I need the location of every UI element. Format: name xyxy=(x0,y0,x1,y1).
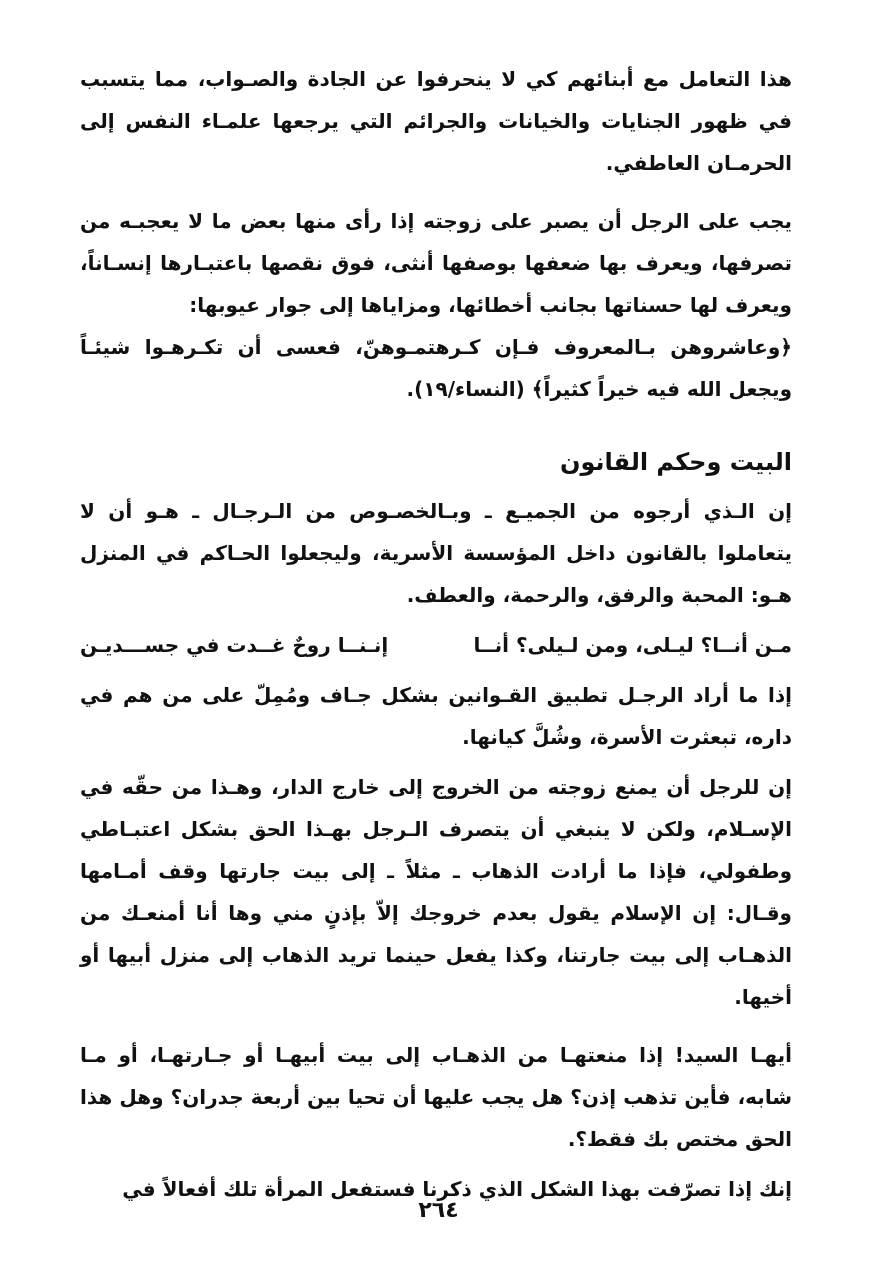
poem-hemistich-right: مـن أنــا؟ ليـلى، ومن لـيلى؟ أنــا xyxy=(473,633,792,657)
page-number: ٢٦٤ xyxy=(418,1198,459,1223)
paragraph-3: إن الـذي أرجوه من الجميـع ـ وبـالخصـوص من الـرجـال ـ هـو أن لا يتعاملوا بالقانون داخل المؤسسة الأسرية، وليجعلوا الحـاكم في المنزل هـو: المحبة والرفق، والرحمة، والعطف. xyxy=(80,499,792,607)
poem-line xyxy=(80,624,792,666)
section-heading: البيت وحكم القانون xyxy=(559,448,792,476)
paragraph-5: إن للرجل أن يمنع زوجته من الخروج إلى خارج الدار، وهـذا من حقّه في الإسـلام، ولكن لا ينبغي أن يتصرف الـرجل بهـذا الحق بشكل اعتبـاطي وطفولي، فإذا ما أرادت الذهاب ـ مثلاً ـ إلى بيت جارتها وقف أمـامها وقـال: إن الإسلام يقول بعدم خروجك إلاّ بإذنٍ مني وها أنا أمنعـك من الذهـاب إلى بيت جارتنا، وكذا يفعل حينما تريد الذهاب إلى منزل أبيها أو أخيها. xyxy=(80,775,792,1009)
verse-reference: (النساء/١٩). xyxy=(406,377,525,401)
paragraph-4: إذا ما أراد الرجـل تطبيق القـوانين بشكل جـاف ومُمِلّ على من هم في داره، تبعثرت الأسرة، وشُلَّ كيانها. xyxy=(80,683,792,749)
page-content xyxy=(80,58,792,1210)
quran-verse xyxy=(80,326,792,410)
paragraph-1: هذا التعامل مع أبنائهم كي لا ينحرفوا عن الجادة والصـواب، مما يتسبب في ظهور الجنايات والخيانات والجرائم التي يرجعها علمـاء النفس إلى الحرمـان العاطفي. xyxy=(80,67,792,175)
verse-text: ﴿وعاشروهن بـالمعروف فـإن كـرهتمـوهنّ، فعسى أن تكـرهـوا شيئـاً ويجعل الله فيه خيراً كثيراً﴾ xyxy=(80,335,792,401)
paragraph-2: يجب على الرجل أن يصبر على زوجته إذا رأى منها بعض ما لا يعجبـه من تصرفها، ويعرف بها ضعفها بوصفها أنثى، فوق نقصها باعتبـارها إنسـاناً، ويعرف لها حسناتها بجانب أخطائها، ومزاياها إلى جوار عيوبها: xyxy=(80,209,792,317)
poem-hemistich-left: إنـنــا روحٌ غــدت في جســـديـن xyxy=(80,633,389,657)
paragraph-7: إنك إذا تصرّفت بهذا الشكل الذي ذكرنا فستفعل المرأة تلك أفعالاً في xyxy=(122,1177,792,1201)
paragraph-6: أيهـا السيد! إذا منعتهـا من الذهـاب إلى بيت أبيهـا أو جـارتهـا، أو مـا شابه، فأين تذهب إذن؟ هل يجب عليها أن تحيا بين أربعة جدران؟ وهل هذا الحق مختص بك فقط؟. xyxy=(80,1043,792,1151)
